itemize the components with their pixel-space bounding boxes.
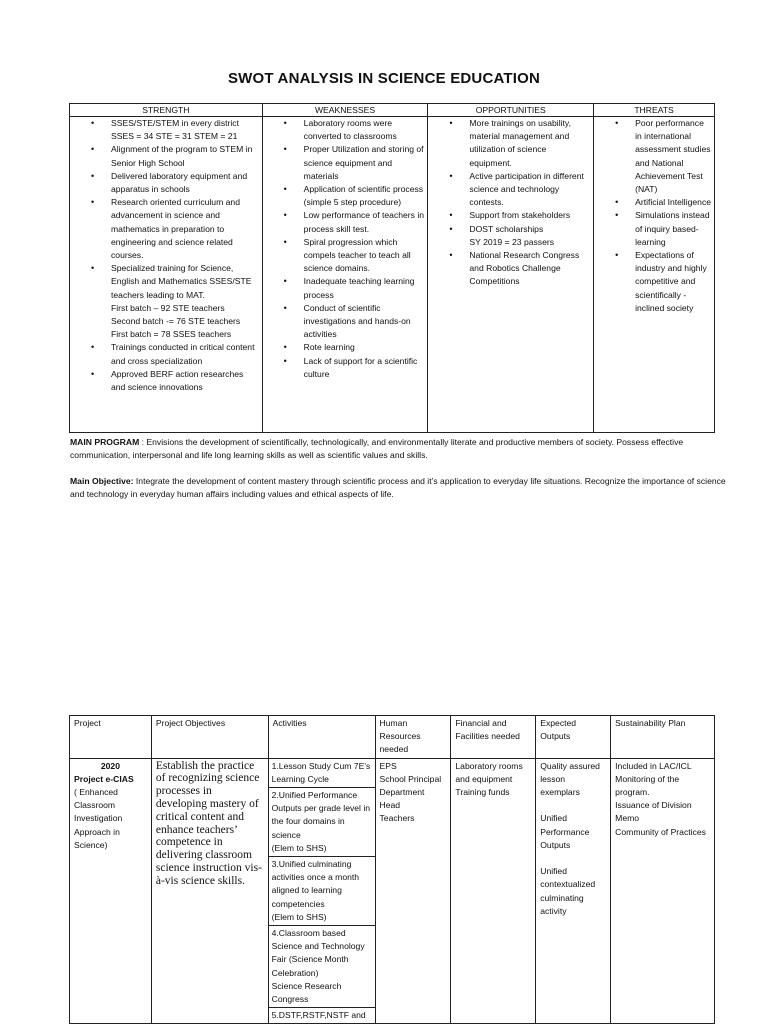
page-title: SWOT ANALYSIS IN SCIENCE EDUCATION	[227, 70, 541, 87]
sustainability-cell: Included in LAC/ICL Monitoring of the program. Issuance of Division Memo Community of Practices	[611, 758, 715, 1024]
weaknesses-item: • Low performance of teachers in process skill test.	[263, 209, 426, 235]
weaknesses-item: • Lack of support for a scientific culture	[263, 355, 426, 381]
opportunities-item: • Support from stakeholders	[428, 209, 591, 222]
weaknesses-list	[263, 117, 428, 381]
weaknesses-item: • Rote learning	[263, 341, 426, 354]
weaknesses-item: • Conduct of scientific investigations and hands-on activities	[263, 302, 426, 342]
opportunities-list	[428, 117, 593, 289]
threats-item: • Artificial Intelligence	[594, 196, 712, 209]
threats-item: • Expectations of industry and highly competitive and scientifically - inclined society	[594, 249, 712, 315]
opportunities-item: • More trainings on usability, material management and utilization of science equipment.	[428, 117, 591, 170]
swot-header-opportunities: OPPORTUNITIES	[428, 104, 594, 117]
project-objective: Establish the practice of recognizing science processes in developing mastery of critical content and enhance teachers’ competence in delivering classroom science instruction vis-à-vis science skills.	[151, 758, 268, 1024]
strength-item: • Specialized training for Science, English and Mathematics SSES/STE teachers leading to MAT. First batch – 92 STE teachers Second batch -= 76 STE teachers First batch = 78 SSES teachers	[70, 262, 260, 341]
main-program-text: : Envisions the development of scientifically, technologically, and environmentally literate and productive members of society. Possess effective communication, interpersonal and life long learning skills as well as scientific values and skills.	[70, 437, 684, 460]
weaknesses-item: • Proper Utilization and storing of science equipment and materials	[263, 143, 426, 183]
financial-cell: Laboratory rooms and equipment Training funds	[451, 758, 536, 1024]
activity-item-4: 4.Classroom based Science and Technology Fair (Science Month Celebration) Science Research Congress	[269, 926, 375, 1008]
strength-item: • Research oriented curriculum and advancement in science and mathematics in preparation to engineering and science related courses.	[70, 196, 260, 262]
activity-item-1: 1.Lesson Study Cum 7E’s Learning Cycle	[269, 759, 375, 788]
expected-outputs-cell: Quality assured lesson exemplars Unified Performance Outputs Unified contextualized culminating activity	[536, 758, 611, 1024]
project-header-activities: Activities	[268, 716, 375, 759]
project-header-financial: Financial and Facilities needed	[451, 716, 536, 759]
project-header-objectives: Project Objectives	[151, 716, 268, 759]
weaknesses-item: • Application of scientific process (simple 5 step procedure)	[263, 183, 426, 209]
main-program-paragraph	[70, 436, 730, 462]
activity-item-5: 5.DSTF,RSTF,NSTF and	[271, 1010, 366, 1021]
strength-item: • SSES/STE/STEM in every district SSES = 34 STE = 31 STEM = 21	[70, 117, 260, 143]
swot-header-strength: STRENGTH	[70, 104, 263, 117]
strength-item: • Trainings conducted in critical content and cross specialization	[70, 341, 260, 367]
opportunities-item: • DOST scholarships SY 2019 = 23 passers	[428, 223, 591, 249]
weaknesses-item: • Spiral progression which compels teacher to teach all science domains.	[263, 236, 426, 276]
project-cell	[70, 758, 152, 1024]
main-objective-text: Integrate the development of content mastery through scientific process and it’s application to everyday life situations. Recognize the importance of science and technology in everyday human affairs including values and ethical aspects of life.	[70, 476, 726, 499]
swot-table	[69, 103, 715, 433]
swot-header-threats: THREATS	[594, 104, 715, 117]
threats-item: • Simulations instead of inquiry based-learning	[594, 209, 712, 249]
activity-item-2: 2.Unified Performance Outputs per grade level in the four domains in science (Elem to SHS)	[269, 788, 375, 857]
strength-list	[70, 117, 262, 394]
project-year: 2020	[100, 760, 120, 771]
main-program-label: MAIN PROGRAM	[70, 437, 140, 447]
threats-cell	[594, 117, 715, 433]
project-header-project: Project	[70, 716, 152, 759]
project-description: ( Enhanced Classroom Investigation Approach in Science)	[74, 787, 123, 850]
opportunities-item: • Active participation in different science and technology contests.	[428, 170, 591, 210]
main-objective-paragraph	[70, 475, 730, 501]
main-objective-label: Main Objective:	[70, 476, 134, 486]
strength-item: • Delivered laboratory equipment and apparatus in schools	[70, 170, 260, 196]
project-name: Project e-CIAS	[74, 773, 134, 784]
weaknesses-cell	[262, 117, 428, 433]
project-header-human-resources: Human Resources needed	[375, 716, 451, 759]
project-table	[69, 715, 715, 1024]
opportunities-cell	[428, 117, 594, 433]
threats-item: • Poor performance in international assessment studies and National Achievement Test (NAT)	[594, 117, 712, 196]
activities-cell	[268, 758, 375, 1024]
strength-item: • Alignment of the program to STEM in Senior High School	[70, 143, 260, 169]
project-header-sustainability: Sustainability Plan	[611, 716, 715, 759]
threats-list	[594, 117, 714, 315]
strength-item: • Approved BERF action researches and science innovations	[70, 368, 260, 394]
opportunities-item: • National Research Congress and Robotics Challenge Competitions	[428, 249, 591, 289]
weaknesses-item: • Laboratory rooms were converted to classrooms	[263, 117, 426, 143]
strength-cell	[70, 117, 263, 433]
human-resources-cell: EPS School Principal Department Head Teachers	[375, 758, 451, 1024]
activity-item-3: 3.Unified culminating activities once a month aligned to learning competencies (Elem to SHS)	[269, 857, 375, 926]
project-header-outputs: Expected Outputs	[536, 716, 611, 759]
swot-header-weaknesses: WEAKNESSES	[262, 104, 428, 117]
weaknesses-item: • Inadequate teaching learning process	[263, 275, 426, 301]
